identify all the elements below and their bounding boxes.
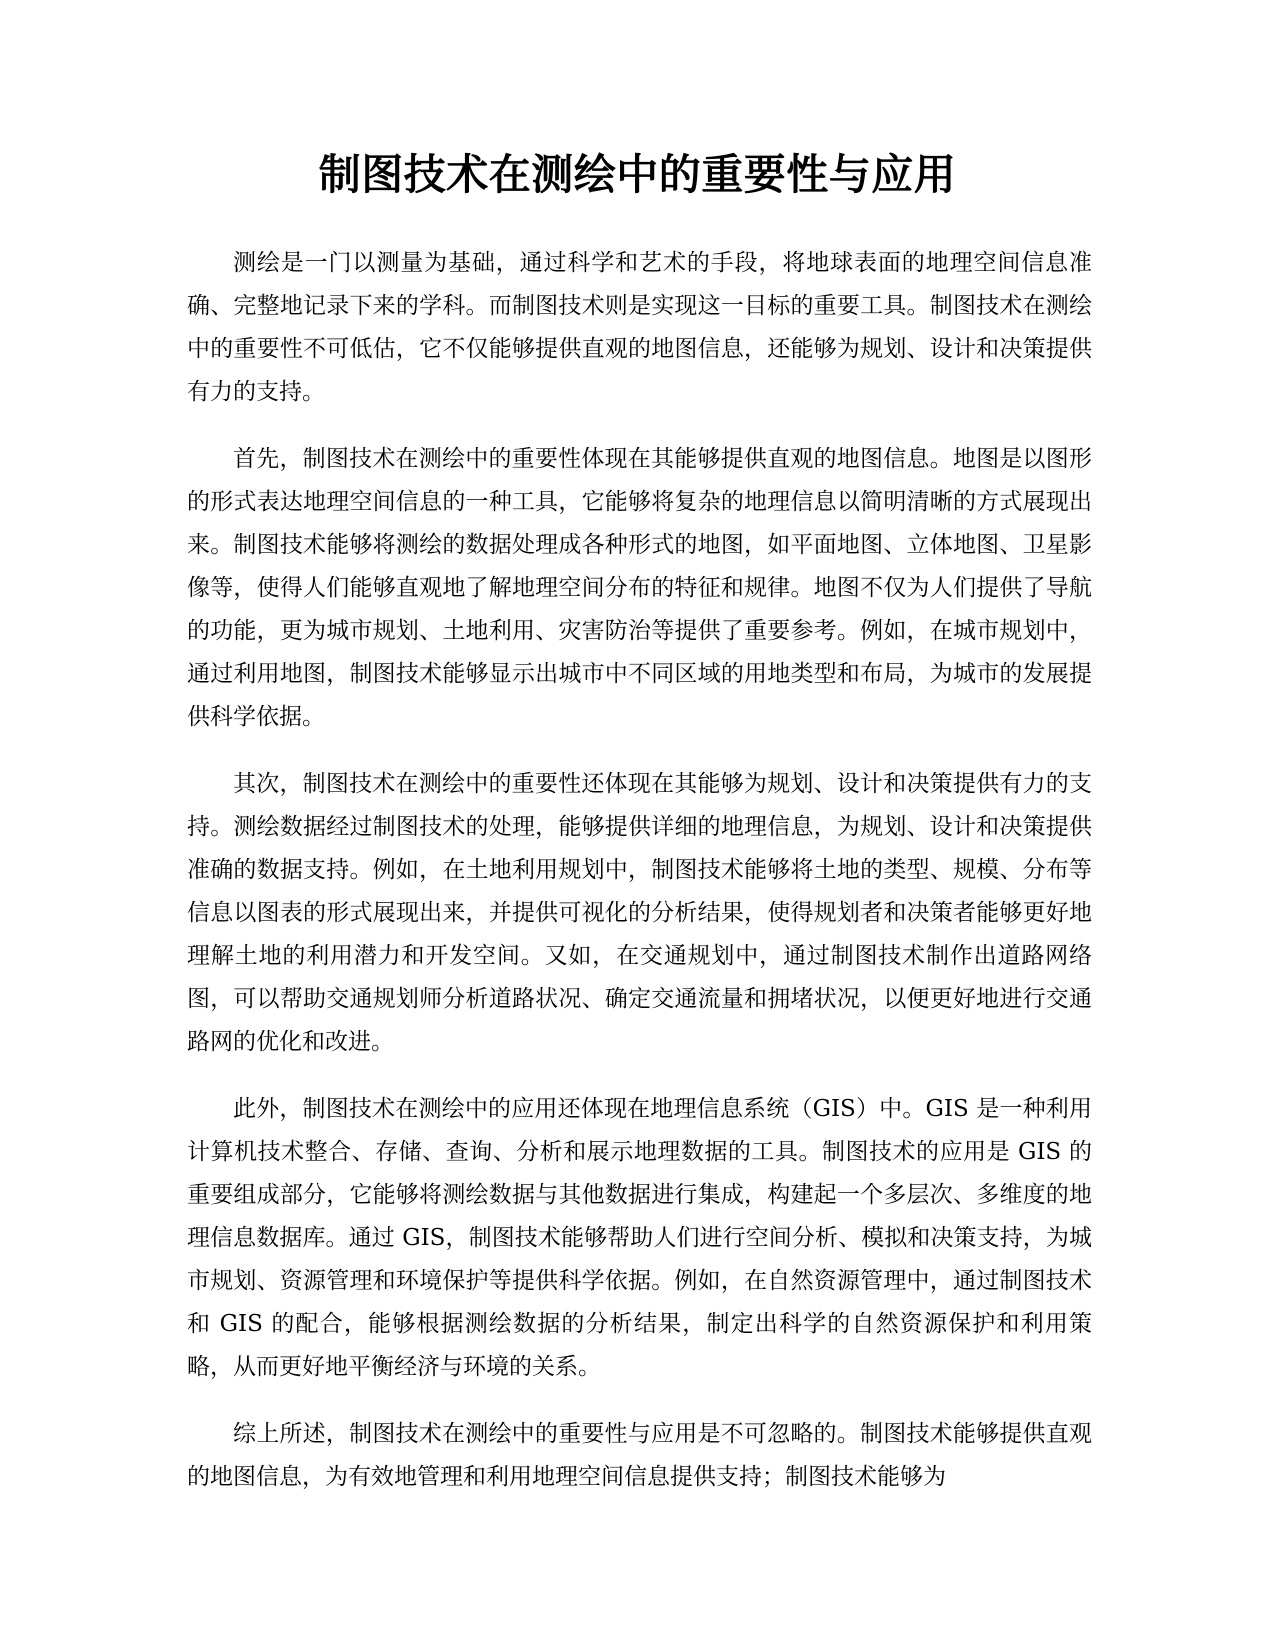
document-title: 制图技术在测绘中的重要性与应用: [318, 150, 957, 199]
paragraph-summary: 综上所述，制图技术在测绘中的重要性与应用是不可忽略的。制图技术能够提供直观的地图信息，为有效地管理和利用地理空间信息提供支持；制图技术能够为: [187, 1421, 1092, 1490]
paragraph-gis: 此外，制图技术在测绘中的应用还体现在地理信息系统（GIS）中。GIS 是一种利用计算机技术整合、存储、查询、分析和展示地理数据的工具。制图技术的应用是 GIS 的重要组成部分，它能够将测绘数据与其他数据进行集成，构建起一个多层次、多维度的地理信息数据库。通过 GIS，制图技术能够帮助人们进行空间分析、模拟和决策支持，为城市规划、资源管理和环境保护等提供科学依据。例如，在自然资源管理中，通过制图技术和 GIS 的配合，能够根据测绘数据的分析结果，制定出科学的自然资源保护和利用策略，从而更好地平衡经济与环境的关系。: [187, 1096, 1092, 1380]
paragraph-second-point: 其次，制图技术在测绘中的重要性还体现在其能够为规划、设计和决策提供有力的支持。测绘数据经过制图技术的处理，能够提供详细的地理信息，为规划、设计和决策提供准确的数据支持。例如，在土地利用规划中，制图技术能够将土地的类型、规模、分布等信息以图表的形式展现出来，并提供可视化的分析结果，使得规划者和决策者能够更好地理解土地的利用潜力和开发空间。又如，在交通规划中，通过制图技术制作出道路网络图，可以帮助交通规划师分析道路状况、确定交通流量和拥堵状况，以便更好地进行交通路网的优化和改进。: [187, 771, 1092, 1055]
paragraph-intro: 测绘是一门以测量为基础，通过科学和艺术的手段，将地球表面的地理空间信息准确、完整地记录下来的学科。而制图技术则是实现这一目标的重要工具。制图技术在测绘中的重要性不可低估，它不仅能够提供直观的地图信息，还能够为规划、设计和决策提供有力的支持。: [187, 250, 1092, 405]
paragraph-first-point: 首先，制图技术在测绘中的重要性体现在其能够提供直观的地图信息。地图是以图形的形式表达地理空间信息的一种工具，它能够将复杂的地理信息以简明清晰的方式展现出来。制图技术能够将测绘的数据处理成各种形式的地图，如平面地图、立体地图、卫星影像等，使得人们能够直观地了解地理空间分布的特征和规律。地图不仅为人们提供了导航的功能，更为城市规划、土地利用、灾害防治等提供了重要参考。例如，在城市规划中，通过利用地图，制图技术能够显示出城市中不同区域的用地类型和布局，为城市的发展提供科学依据。: [187, 446, 1092, 730]
document-body: [187, 242, 1092, 1523]
